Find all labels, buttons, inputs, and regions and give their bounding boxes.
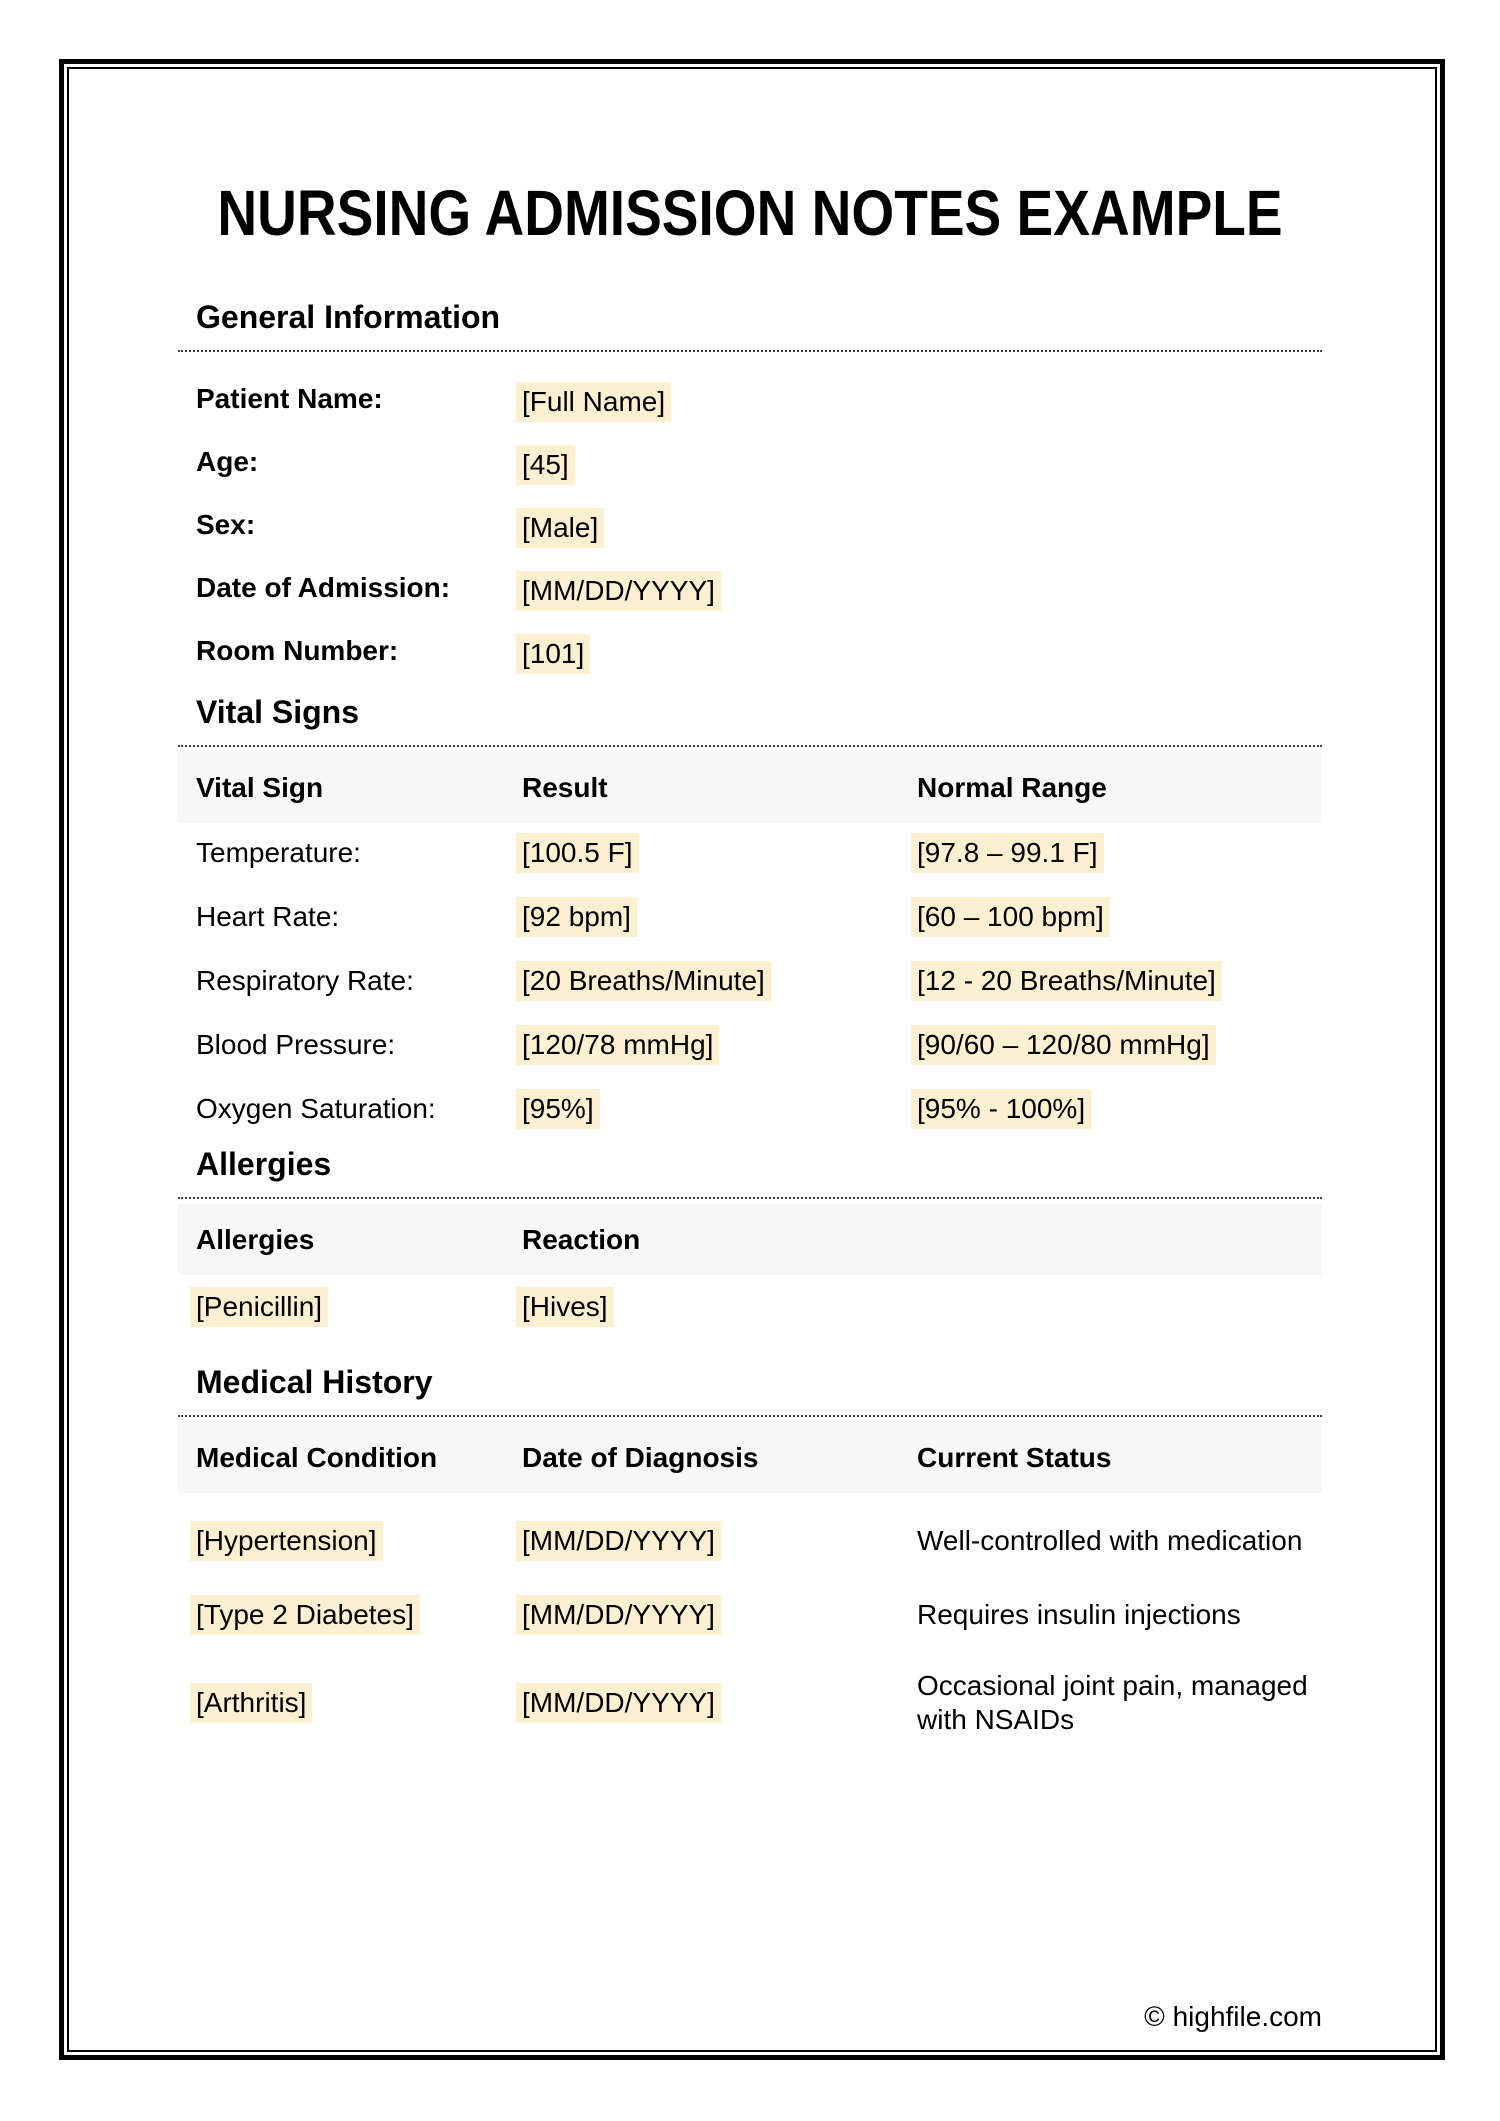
placeholder-admission-date: [MM/DD/YYYY] [516, 571, 721, 611]
placeholder-condition: [Hypertension] [190, 1521, 383, 1561]
field-label: Room Number: [196, 635, 399, 666]
section-heading-vitals: Vital Signs [196, 694, 360, 730]
diagnosis-date-cell [522, 1521, 917, 1561]
placeholder-respiratory-range: [12 - 20 Breaths/Minute] [911, 961, 1222, 1001]
table-row-heart-rate [178, 897, 1322, 937]
placeholder-room-number: [101] [516, 634, 590, 674]
allergen-cell [178, 1287, 522, 1327]
section-heading-allergies: Allergies [196, 1146, 332, 1182]
section-divider [178, 350, 1322, 352]
placeholder-blood-pressure-result: [120/78 mmHg] [516, 1025, 719, 1065]
section-heading-medical-history: Medical History [196, 1364, 433, 1400]
vital-result [522, 897, 917, 937]
placeholder-sex: [Male] [516, 508, 604, 548]
placeholder-heart-rate-result: [92 bpm] [516, 897, 637, 937]
placeholder-blood-pressure-range: [90/60 – 120/80 mmHg] [911, 1025, 1216, 1065]
field-row-patient-name [178, 382, 1322, 422]
column-header-allergies: Allergies [196, 1223, 315, 1255]
table-row-allergy [178, 1287, 1322, 1327]
field-value [522, 634, 590, 674]
field-label: Sex: [196, 509, 256, 540]
vital-range [917, 833, 1322, 873]
placeholder-oxygen-range: [95% - 100%] [911, 1089, 1091, 1129]
history-table-header [178, 1422, 1322, 1493]
placeholder-diagnosis-date: [MM/DD/YYYY] [516, 1683, 721, 1723]
reaction-cell [522, 1287, 917, 1327]
column-header-current-status: Current Status [917, 1441, 1112, 1473]
field-value [522, 382, 671, 422]
column-header-medical-condition: Medical Condition [196, 1441, 438, 1473]
field-row-sex [178, 508, 1322, 548]
section-divider [178, 745, 1322, 747]
diagnosis-date-cell [522, 1683, 917, 1723]
vital-result [522, 833, 917, 873]
placeholder-patient-name: [Full Name] [516, 382, 671, 422]
vital-range [917, 1089, 1322, 1129]
diagnosis-date-cell [522, 1595, 917, 1635]
section-divider [178, 1197, 1322, 1199]
placeholder-reaction: [Hives] [516, 1287, 614, 1327]
placeholder-condition: [Type 2 Diabetes] [190, 1595, 420, 1635]
vital-label: Respiratory Rate: [196, 965, 414, 996]
field-value [522, 508, 604, 548]
table-row-arthritis [178, 1669, 1322, 1737]
placeholder-condition: [Arthritis] [190, 1683, 312, 1723]
table-row-hypertension [178, 1521, 1322, 1561]
placeholder-allergen: [Penicillin] [190, 1287, 328, 1327]
vital-label: Heart Rate: [196, 901, 340, 932]
placeholder-temperature-result: [100.5 F] [516, 833, 639, 873]
status-cell: Occasional joint pain, managed with NSAIDs [917, 1670, 1308, 1735]
condition-cell [178, 1521, 522, 1561]
section-medical-history [178, 1365, 1322, 1737]
allergies-table-header [178, 1204, 1322, 1275]
section-allergies [178, 1147, 1322, 1327]
placeholder-respiratory-result: [20 Breaths/Minute] [516, 961, 771, 1001]
footer-credit: © highfile.com [1144, 2001, 1322, 2032]
table-row-respiratory-rate [178, 961, 1322, 1001]
vital-result [522, 961, 917, 1001]
section-heading-general: General Information [196, 299, 501, 335]
field-value [522, 571, 721, 611]
condition-cell [178, 1595, 522, 1635]
page-title: NURSING ADMISSION NOTES EXAMPLE [217, 177, 1283, 249]
placeholder-diagnosis-date: [MM/DD/YYYY] [516, 1595, 721, 1635]
column-header-reaction: Reaction [522, 1223, 641, 1255]
vital-result [522, 1025, 917, 1065]
status-cell: Well-controlled with medication [917, 1525, 1303, 1556]
field-label: Date of Admission: [196, 572, 451, 603]
placeholder-oxygen-result: [95%] [516, 1089, 600, 1129]
vitals-table-header [178, 752, 1322, 823]
table-row-blood-pressure [178, 1025, 1322, 1065]
placeholder-age: [45] [516, 445, 575, 485]
column-header-result: Result [522, 771, 608, 803]
section-vital-signs [178, 695, 1322, 1129]
column-header-normal-range: Normal Range [917, 771, 1107, 803]
vital-range [917, 1025, 1322, 1065]
table-row-temperature [178, 833, 1322, 873]
placeholder-temperature-range: [97.8 – 99.1 F] [911, 833, 1104, 873]
vital-result [522, 1089, 917, 1129]
vital-label: Temperature: [196, 837, 361, 868]
field-row-admission-date [178, 571, 1322, 611]
status-cell: Requires insulin injections [917, 1599, 1241, 1630]
general-fields [178, 382, 1322, 674]
field-row-age [178, 445, 1322, 485]
table-row-oxygen-saturation [178, 1089, 1322, 1129]
placeholder-heart-rate-range: [60 – 100 bpm] [911, 897, 1110, 937]
table-row-diabetes [178, 1595, 1322, 1635]
field-row-room-number [178, 634, 1322, 674]
placeholder-diagnosis-date: [MM/DD/YYYY] [516, 1521, 721, 1561]
column-header-diagnosis-date: Date of Diagnosis [522, 1441, 759, 1473]
vital-range [917, 961, 1322, 1001]
vital-label: Blood Pressure: [196, 1029, 396, 1060]
vital-label: Oxygen Saturation: [196, 1093, 436, 1124]
column-header-vital-sign: Vital Sign [196, 771, 324, 803]
condition-cell [178, 1683, 522, 1723]
field-label: Age: [196, 446, 259, 477]
section-general-information [178, 300, 1322, 674]
vital-range [917, 897, 1322, 937]
field-value [522, 445, 575, 485]
field-label: Patient Name: [196, 383, 383, 414]
section-divider [178, 1415, 1322, 1417]
